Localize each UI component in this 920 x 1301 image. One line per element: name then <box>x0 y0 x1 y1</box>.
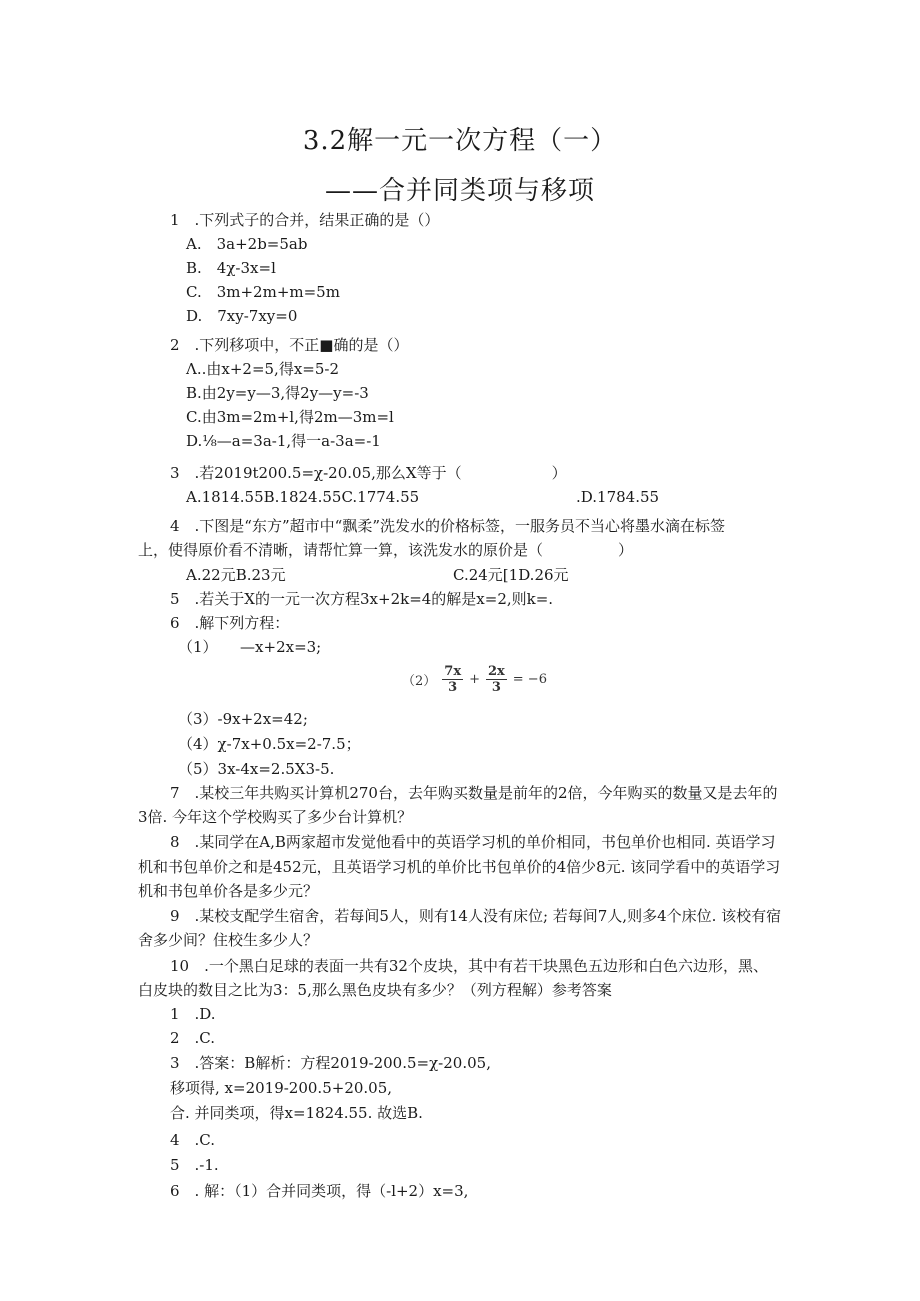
question-6-stem: 6 .解下列方程： <box>170 614 290 632</box>
question-9-line-1: 9 .某校支配学生宿舍，若每间5人，则有14人没有床位; 若每间7人,则多4个床位. 该校有宿 <box>170 907 782 925</box>
question-7-line-1: 7 .某校三年共购买计算机270台，去年购买数量是前年的2倍，今年购买的数量又是去年的 <box>170 784 778 802</box>
question-5-stem: 5 .若关于X的一元一次方程3x+2k=4的解是x=2,则k=. <box>170 590 554 608</box>
question-4-line-1: 4 .下图是“东方”超市中“飘柔”洗发水的价格标签，一服务员不当心将墨水滴在标签 <box>170 517 725 535</box>
question-3-stem: 3 .若2019t200.5=χ-20.05,那么X等于（ ） <box>170 464 567 482</box>
question-9-line-2: 舍多少间？住校生多少人？ <box>138 931 319 949</box>
question-6-part-1: （1） —x+2x=3; <box>178 638 322 656</box>
question-6-part-2-equation <box>402 664 547 695</box>
question-1-option-b: B. 4χ-3x=l <box>186 259 276 277</box>
plus-sign: + <box>469 672 480 687</box>
fraction-1 <box>442 664 463 695</box>
question-2-option-a: Λ..由x+2=5,得x=5-2 <box>186 360 340 378</box>
answer-6: 6 . 解：（1）合并同类项，得（-l+2）x=3, <box>170 1182 469 1200</box>
question-6-part-4: （4）χ-7x+0.5x=2-7.5； <box>178 735 361 753</box>
answer-4: 4 .C. <box>170 1131 216 1149</box>
question-2-stem: 2 .下列移项中，不正■确的是（） <box>170 336 409 354</box>
question-6-part-3: （3）-9x+2x=42; <box>178 710 308 728</box>
question-2-option-b: B.由2y=y—3,得2y—y=-3 <box>186 384 369 402</box>
answer-1: 1 .D. <box>170 1005 216 1023</box>
question-1-option-a: A. 3a+2b=5ab <box>186 235 308 253</box>
fraction-1-numerator: 7x <box>444 664 462 679</box>
question-1-stem: 1 .下列式子的合并，结果正确的是（） <box>170 211 440 229</box>
question-2-option-d: D.⅛—a=3a-1,得一a-3a=-1 <box>186 432 381 450</box>
answer-5: 5 .-1. <box>170 1156 219 1174</box>
page-subtitle: ——合并同类项与移项 <box>324 176 595 206</box>
question-1-option-c: C. 3m+2m+m=5m <box>186 283 340 301</box>
question-4-options-ab: A.22元B.23元 <box>186 566 286 584</box>
question-4-line-2: 上，使得原价看不清晰，请帮忙算一算，该洗发水的原价是（ ） <box>138 541 634 559</box>
question-7-line-2: 3倍. 今年这个学校购买了多少台计算机？ <box>138 808 413 826</box>
fraction-1-denominator: 3 <box>448 680 458 695</box>
equation-rhs: = −6 <box>512 672 547 687</box>
question-4-options-cd: C.24元[1D.26元 <box>453 566 569 584</box>
question-8-line-1: 8 .某同学在A,B两家超市发觉他看中的英语学习机的单价相同，书包单价也相同. 英语学习 <box>170 833 776 851</box>
answer-3-line-3: 合. 并同类项，得x=1824.55. 故选B. <box>170 1104 423 1122</box>
question-3-options-abc: A.1814.55B.1824.55C.1774.55 <box>186 488 420 506</box>
fraction-2-denominator: 3 <box>491 680 501 695</box>
fraction-2-numerator: 2x <box>487 664 505 679</box>
question-3-option-d: .D.1784.55 <box>576 488 660 506</box>
question-8-line-3: 机和书包单价各是多少元？ <box>138 882 319 900</box>
equation-label: （2） <box>402 674 437 689</box>
question-8-line-2: 机和书包单价之和是452元，且英语学习机的单价比书包单价的4倍少8元. 该同学看中的英语学习 <box>138 858 781 876</box>
answer-2: 2 .C. <box>170 1029 216 1047</box>
question-10-line-2: 白皮块的数目之比为3：5,那么黑色皮块有多少？（列方程解）参考答案 <box>138 981 612 999</box>
question-6-part-5: （5）3x-4x=2.5X3-5. <box>178 760 335 778</box>
question-1-option-d: D. 7xy-7xy=0 <box>186 307 298 325</box>
question-2-option-c: C.由3m=2m+l,得2m—3m=l <box>186 408 394 426</box>
fraction-2 <box>486 664 507 695</box>
page-title: 3.2解一元一次方程（一） <box>302 126 618 156</box>
answer-3-line-1: 3 .答案：B解析：方程2019-200.5=χ-20.05, <box>170 1054 491 1072</box>
question-10-line-1: 10 .一个黑白足球的表面一共有32个皮块，其中有若干块黑色五边形和白色六边形，黑、 <box>170 957 768 975</box>
answer-3-line-2: 移项得, x=2019-200.5+20.05, <box>170 1079 393 1097</box>
